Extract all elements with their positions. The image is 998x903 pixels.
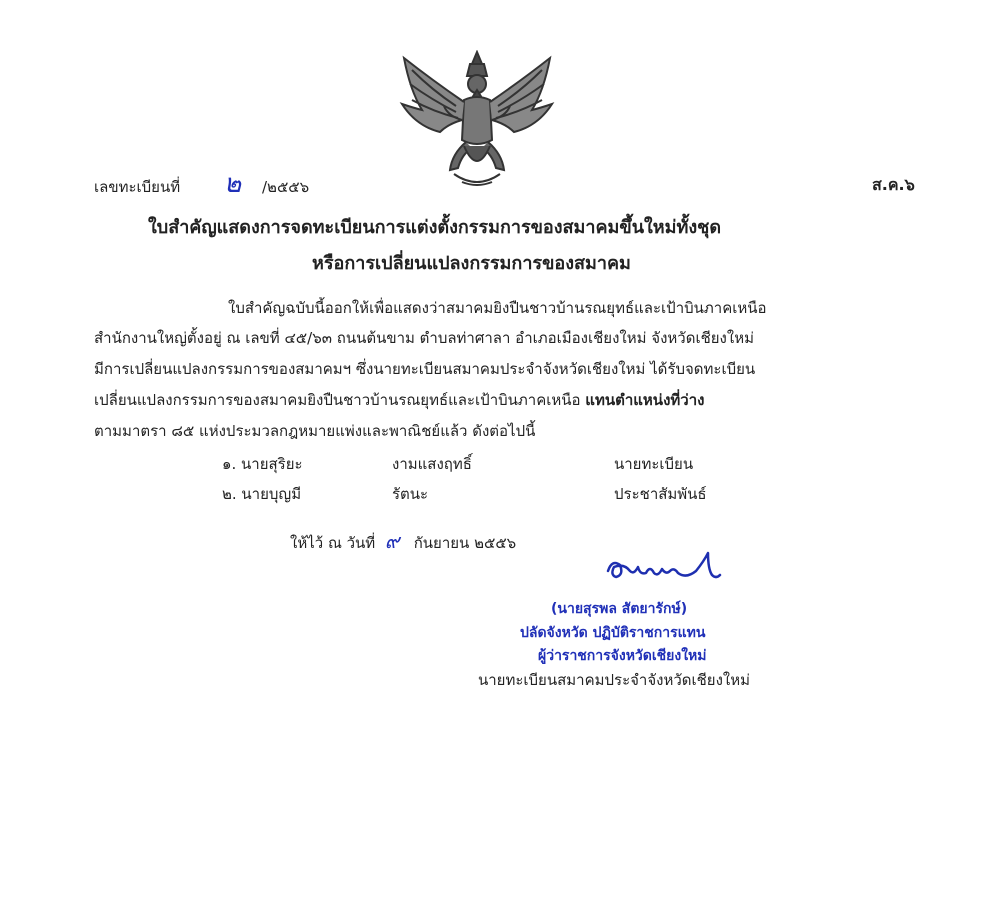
member-2-role: ประชาสัมพันธ์ bbox=[614, 485, 707, 503]
registration-year: /๒๕๕๖ bbox=[262, 178, 310, 196]
body-line-3: มีการเปลี่ยนแปลงกรรมการของสมาคมฯ ซึ่งนายทะเบียนสมาคมประจำจังหวัดเชียงใหม่ ได้รับจดทะเบียน bbox=[94, 360, 756, 378]
registration-label: เลขทะเบียนที่ bbox=[94, 178, 181, 196]
member-2-last-name: รัตนะ bbox=[392, 485, 429, 503]
handwritten-signature bbox=[604, 545, 724, 585]
issued-date bbox=[290, 525, 516, 557]
form-code: ส.ค.๖ bbox=[872, 175, 915, 194]
body-line-2: สำนักงานใหญ่ตั้งอยู่ ณ เลขที่ ๔๕/๖๓ ถนนต้นขาม ตำบลท่าศาลา อำเภอเมืองเชียงใหม่ จังหวัดเชียงใหม่ bbox=[94, 329, 754, 347]
issued-prefix: ให้ไว้ ณ วันที่ bbox=[290, 534, 376, 552]
document-title-line2: หรือการเปลี่ยนแปลงกรรมการของสมาคม bbox=[312, 253, 631, 274]
body-line-4-text: เปลี่ยนแปลงกรรมการของสมาคมยิงปืนชาวบ้านรณยุทธ์และเป้าบินภาคเหนือ bbox=[94, 391, 586, 409]
body-line-5: ตามมาตรา ๘๕ แห่งประมวลกฎหมายแพ่งและพาณิชย์แล้ว ดังต่อไปนี้ bbox=[94, 422, 536, 440]
signatory-position-2: ผู้ว่าราชการจังหวัดเชียงใหม่ bbox=[538, 648, 707, 664]
body-line-1: ใบสำคัญฉบับนี้ออกให้เพื่อแสดงว่าสมาคมยิงปืนชาวบ้านรณยุทธ์และเป้าบินภาคเหนือ bbox=[228, 299, 767, 317]
issued-month-year: กันยายน ๒๕๕๖ bbox=[413, 534, 517, 552]
member-2-first-name: ๒. นายบุญมี bbox=[222, 485, 302, 503]
issued-day: ๙ bbox=[384, 529, 400, 553]
member-1-first-name: ๑. นายสุริยะ bbox=[222, 455, 303, 473]
body-line-4 bbox=[94, 388, 704, 412]
garuda-emblem-icon bbox=[392, 50, 562, 190]
registration-number: ๒ bbox=[224, 169, 242, 199]
member-1-last-name: งามแสงฤทธิ์ bbox=[392, 455, 472, 473]
body-line-4-emphasis: แทนตำแหน่งที่ว่าง bbox=[585, 391, 705, 409]
document-title-line1: ใบสำคัญแสดงการจดทะเบียนการแต่งตั้งกรรมการของสมาคมขึ้นใหม่ทั้งชุด bbox=[148, 217, 722, 238]
signatory-title: นายทะเบียนสมาคมประจำจังหวัดเชียงใหม่ bbox=[478, 671, 751, 689]
member-1-role: นายทะเบียน bbox=[614, 455, 694, 473]
signatory-name: (นายสุรพล สัตยารักษ์) bbox=[551, 601, 688, 617]
signatory-position-1: ปลัดจังหวัด ปฏิบัติราชการแทน bbox=[520, 625, 706, 641]
